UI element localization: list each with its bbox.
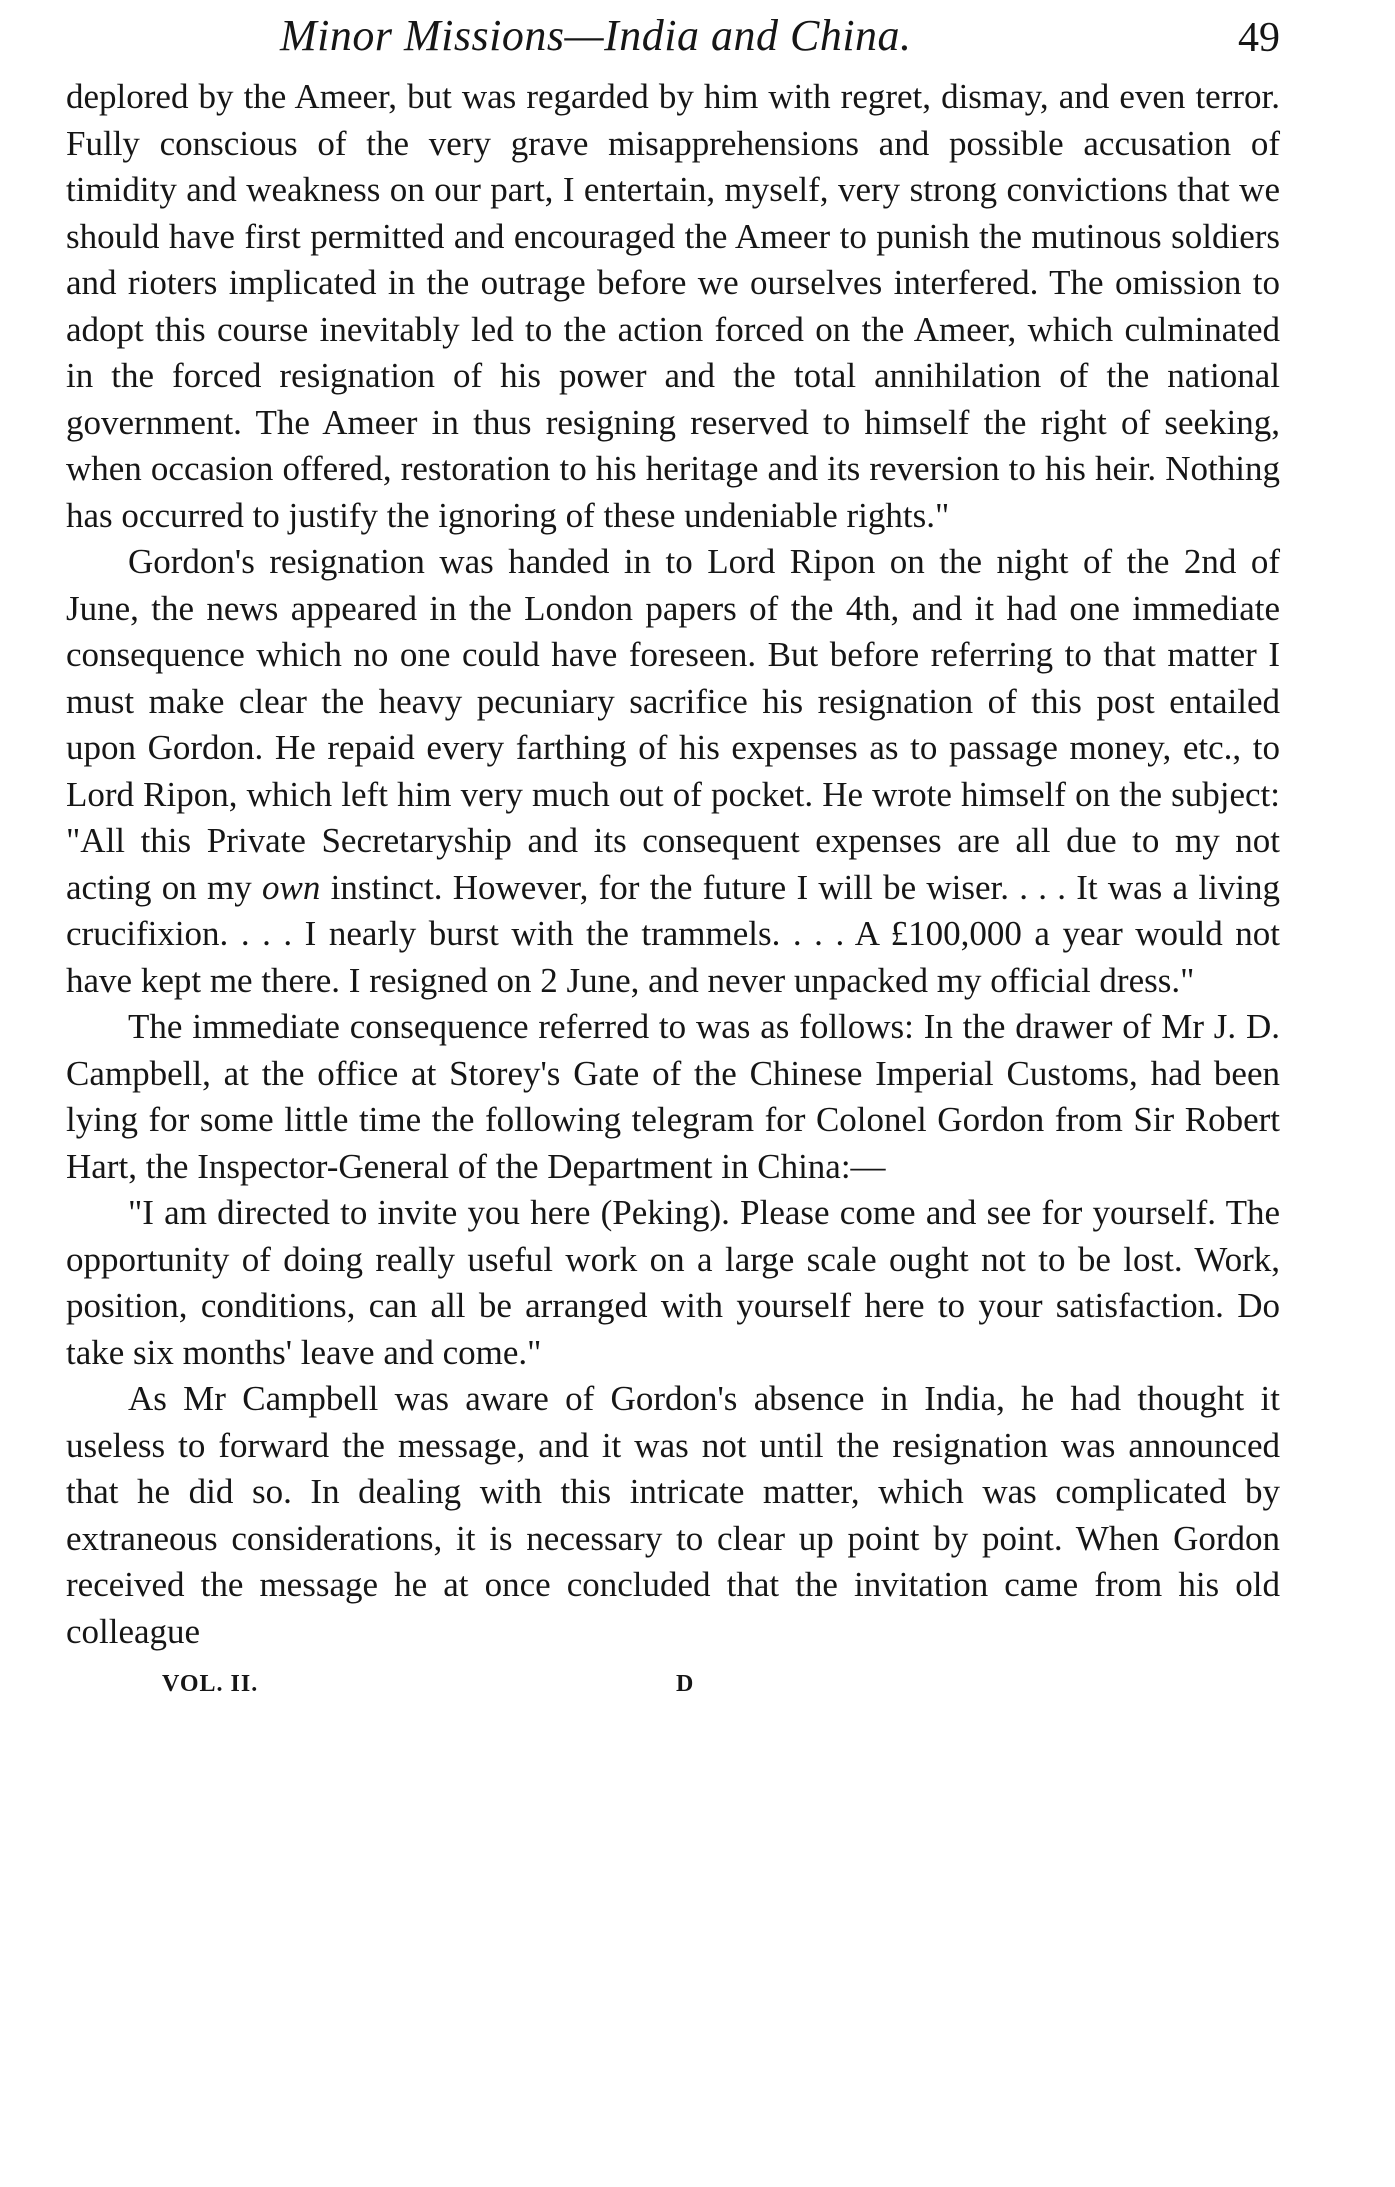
paragraph-immediate-consequence: The immediate consequence referred to was as follows: In the drawer of Mr J. D. Campbell, at the office at Storey's Gate of the Chinese Imperial Customs, had been lying for some little time the following telegram for Colonel Gordon from Sir Robert Hart, the Inspector-General of the Department in China:— <box>66 1007 1280 1186</box>
paragraph-telegram-quote: "I am directed to invite you here (Peking). Please come and see for yourself. The opportunity of doing really useful work on a large scale ought not to be lost. Work, position, conditions, can all be arranged with yourself here to your satisfaction. Do take six months' leave and come." <box>66 1193 1280 1372</box>
paragraph-campbell: As Mr Campbell was aware of Gordon's absence in India, he had thought it useless to forward the message, and it was not until the resignation was announced that he did so. In dealing with this intricate matter, which was complicated by extraneous considerations, it is necessary to clear up point by point. When Gordon received the message he at once concluded that the invitation came from his old colleague <box>66 1379 1280 1651</box>
emphasis-own: own <box>262 867 321 907</box>
page-footer <box>66 1663 1280 1723</box>
running-head <box>66 0 1280 74</box>
book-page <box>66 0 1280 1723</box>
body-text <box>66 74 1280 1655</box>
paragraph-text-continued: instinct. However, for the future I will be wiser. . . . It was a living crucifixion. . . . I nearly burst with the trammels. . . . A £100,000 a year would not have kept me there. I resigned on 2 June, and never unpacked my official dress." <box>66 867 1281 1000</box>
paragraph-text: Gordon's resignation was handed in to Lord Ripon on the night of the 2nd of June, the news appeared in the London papers of the 4th, and it had one immediate consequence which no one could have foreseen. But before referring to that matter I must make clear the heavy pecuniary sacrifice his resignation of this post entailed upon Gordon. He repaid every farthing of his expenses as to passage money, etc., to Lord Ripon, which left him very much out of pocket. He wrote himself on the subject: "All this Private Secretaryship and its consequent expenses are all due to my not acting on my <box>66 542 1280 907</box>
paragraph-ameer-rights: deplored by the Ameer, but was regarded by him with regret, dismay, and even terror. Fully conscious of the very grave misapprehensions and possible accusation of timidity and weakness on our part, I entertain, myself, very strong convictions that we should have first permitted and encouraged the Ameer to punish the mutinous soldiers and rioters implicated in the outrage before we ourselves interfered. The omission to adopt this course inevitably led to the action forced on the Ameer, which culminated in the forced resignation of his power and the total annihilation of the national government. The Ameer in thus resigning reserved to himself the right of seeking, when occasion offered, restoration to his heritage and its reversion to his heir. Nothing has occurred to justify the ignoring of these undeniable rights." <box>66 77 1280 535</box>
running-title: Minor Missions—India and China. <box>280 11 912 60</box>
printer-signature-mark: D <box>676 1671 694 1697</box>
paragraph-gordon-resignation <box>66 539 1280 1004</box>
volume-signature: VOL. II. <box>162 1671 259 1697</box>
page-number: 49 <box>1238 15 1280 61</box>
